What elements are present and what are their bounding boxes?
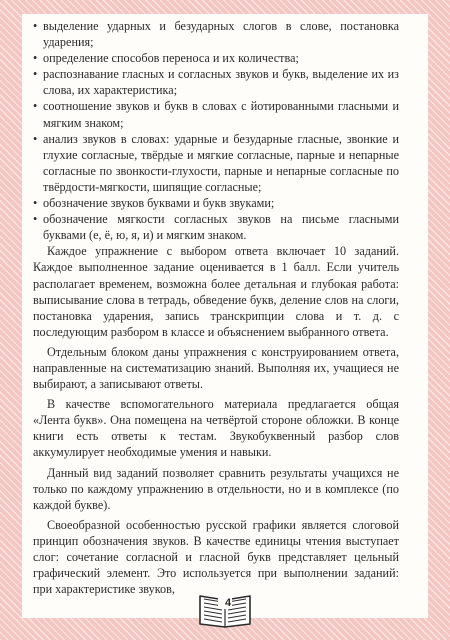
list-item: • соотношение звуков и букв в словах с йотированными гласными и мягким знаком; [33,98,399,130]
paragraph-letter-strip: В качестве вспомогательного материала предлагается общая «Лента букв». Она помещена на четвёртой стороне обложки. В конце книги есть ответы к тестам. Звукобуквенный разбор слов аккумулирует необходимые умения и навыки. [33,397,399,460]
skills-list [33,18,399,243]
list-item: • обозначение мягкости согласных звуков на письме гласными буквами (е, ё, ю, я, и) и мягким знаком. [33,211,399,243]
paragraph-exercises: Каждое упражнение с выбором ответа включает 10 заданий. Каждое выполненное задание оценивается в 1 балл. Если учитель располагает временем, возможна более детальная и глубокая работа: выписывание слова в тетрадь, обведение букв, деление слов на слоги, постановка ударения, запись транскрипции слова и т. д. с последующим разбором в классе и объяснением выбранного ответа. [33,244,399,339]
paragraph-comparison: Данный вид заданий позволяет сравнить результаты учащихся не только по каждому упражнению в отдельности, но и в комплексе (по каждой букве). [33,465,399,512]
list-item: • обозначение звуков буквами и букв звуками; [33,195,399,211]
document-text [33,18,399,601]
paragraph-constructed-answers: Отдельным блоком даны упражнения с конструированием ответа, направленные на систематизацию знаний. Выполняя их, учащиеся не выбирают, а записывают ответы. [33,344,399,392]
page-number: 4 [224,597,232,609]
paragraph-syllabic-principle: Своеобразной особенностью русской графики является слоговой принцип обозначения звуков. В качестве единицы чтения выступает слог: сочетание согласной и гласной букв представляет цельный графический элемент. Это используется при выполнении заданий: при характеристике звуков, [33,517,399,597]
list-item: • распознавание гласных и согласных звуков и букв, выделение их из слова, их характеристика; [33,66,399,98]
list-item: • определение способов переноса и их количества; [33,50,399,66]
list-item: • выделение ударных и безударных слогов в слове, постановка ударения; [33,18,399,50]
list-item: • анализ звуков в словах: ударные и безударные гласные, звонкие и глухие согласные, твёрдые и мягкие согласные, парные и непарные согласные по звонкости-глухости, парные и непарные согласные по твёрдости-мягкости, шипящие согласные; [33,131,399,195]
